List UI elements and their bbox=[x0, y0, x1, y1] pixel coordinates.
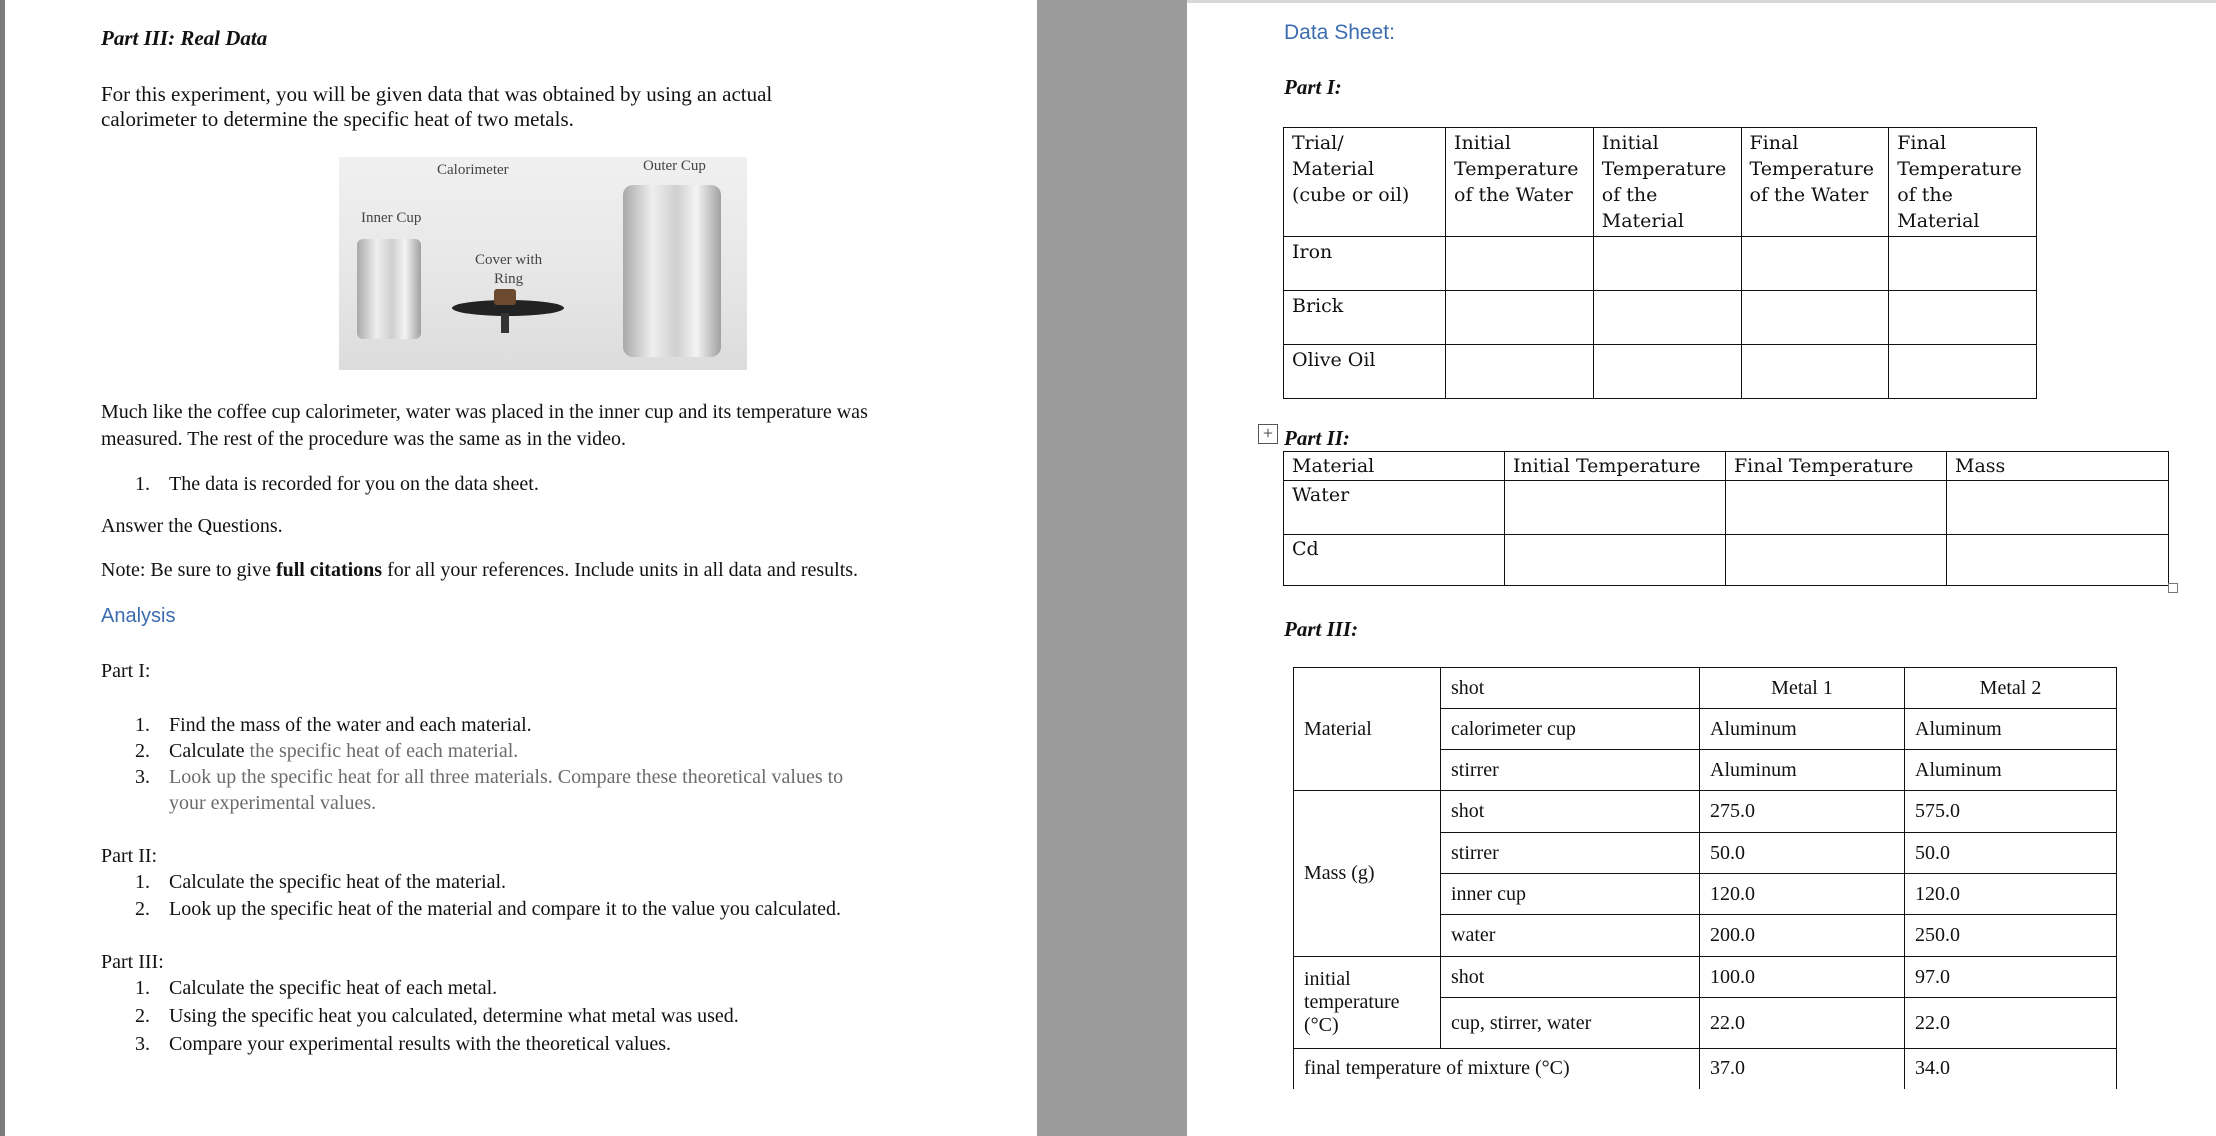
part1-item-a: Find the mass of the water and each material. bbox=[169, 714, 532, 736]
part3-label: Part III: bbox=[101, 951, 164, 973]
metal1-cell: 22.0 bbox=[1700, 998, 1905, 1049]
table-header-row bbox=[1284, 452, 2169, 481]
header-initial-temperature[interactable]: Initial Temperature bbox=[1505, 452, 1726, 481]
header-text: of the Water bbox=[1749, 184, 1869, 206]
metal2-cell: 250.0 bbox=[1905, 915, 2117, 957]
inner-cup-image bbox=[357, 239, 421, 339]
metal1-cell: 100.0 bbox=[1700, 957, 1905, 998]
metal1-cell: 37.0 bbox=[1700, 1049, 1905, 1089]
header-text: Initial bbox=[1454, 132, 1511, 154]
header-final-temp-material[interactable] bbox=[1889, 128, 2037, 237]
note-suffix: for all your references. Include units in all data and results. bbox=[382, 559, 859, 581]
table-cell[interactable] bbox=[1726, 535, 1947, 586]
metal1-cell: Aluminum bbox=[1700, 750, 1905, 791]
metal2-cell: Aluminum bbox=[1905, 750, 2117, 791]
table-resize-handle-icon[interactable] bbox=[2168, 583, 2178, 593]
row-label-cd[interactable]: Cd bbox=[1284, 535, 1505, 586]
header-initial-temp-material[interactable] bbox=[1593, 128, 1741, 237]
metal2-header: Metal 2 bbox=[1905, 668, 2117, 709]
header-text: Final bbox=[1749, 132, 1799, 154]
table-cell[interactable] bbox=[1947, 481, 2169, 535]
note-prefix: Note: Be sure to give bbox=[101, 559, 276, 581]
header-text: Material bbox=[1897, 210, 1980, 232]
part3-title: Part III: bbox=[1284, 617, 1359, 641]
document-page-left bbox=[5, 0, 1037, 1136]
table-cell[interactable] bbox=[1889, 237, 2037, 291]
step-text: The data is recorded for you on the data sheet. bbox=[169, 473, 539, 495]
table-row bbox=[1284, 291, 2037, 345]
document-page-right bbox=[1187, 0, 2216, 1136]
group-text: temperature bbox=[1304, 991, 1400, 1013]
part1-item-b: Look up the specific heat for all three materials. Compare these theoretical values to bbox=[169, 766, 844, 788]
item-cell: shot bbox=[1441, 791, 1700, 833]
table-row bbox=[1284, 481, 2169, 535]
part2-title: Part II: bbox=[1284, 426, 1350, 450]
step-number: 1. bbox=[135, 473, 150, 495]
part1-label: Part I: bbox=[101, 660, 151, 682]
header-text: of the Water bbox=[1454, 184, 1573, 206]
item-cell: shot bbox=[1441, 957, 1700, 998]
metal2-cell: 22.0 bbox=[1905, 998, 2117, 1049]
item-cell: stirrer bbox=[1441, 750, 1700, 791]
metal2-cell: 34.0 bbox=[1905, 1049, 2117, 1089]
part2-label: Part II: bbox=[101, 845, 158, 867]
table-cell[interactable] bbox=[1593, 237, 1741, 291]
part1-item-text bbox=[169, 766, 843, 789]
part3-item-text: Calculate the specific heat of each metal. bbox=[169, 977, 498, 999]
part3-item-text: Compare your experimental results with the theoretical values. bbox=[169, 1033, 672, 1055]
table-cell[interactable] bbox=[1505, 535, 1726, 586]
label-cover-line2: Ring bbox=[493, 271, 524, 287]
part1-item-text bbox=[169, 740, 518, 763]
item-cell: cup, stirrer, water bbox=[1441, 998, 1700, 1049]
part1-item-num: 1. bbox=[135, 714, 150, 736]
part1-item-a: Calculate bbox=[169, 740, 250, 762]
row-label-water[interactable]: Water bbox=[1284, 481, 1505, 535]
header-trial-material[interactable] bbox=[1284, 128, 1446, 237]
label-cover-line1: Cover with bbox=[475, 252, 543, 268]
group-mass: Mass (g) bbox=[1294, 791, 1441, 957]
item-cell: stirrer bbox=[1441, 833, 1700, 874]
label-calorimeter: Calorimeter bbox=[437, 162, 509, 178]
header-final-temp-water[interactable] bbox=[1741, 128, 1889, 237]
part1-item-b: your experimental values. bbox=[169, 792, 377, 814]
cover-stem-image bbox=[501, 313, 509, 333]
header-text: (cube or oil) bbox=[1292, 184, 1410, 206]
analysis-heading: Analysis bbox=[101, 605, 176, 627]
label-inner-cup: Inner Cup bbox=[361, 210, 422, 226]
item-cell: calorimeter cup bbox=[1441, 709, 1700, 750]
part3-item-num: 3. bbox=[135, 1033, 150, 1055]
table-row bbox=[1294, 791, 2117, 833]
part2-item-text: Calculate the specific heat of the material. bbox=[169, 871, 507, 893]
header-text: Temperature bbox=[1897, 158, 2022, 180]
part1-table bbox=[1283, 127, 2037, 399]
table-cell[interactable] bbox=[1889, 345, 2037, 399]
row-label-iron[interactable]: Iron bbox=[1284, 237, 1446, 291]
part3-item-num: 1. bbox=[135, 977, 150, 999]
intro-line-1: For this experiment, you will be given data that was obtained by using an actual bbox=[101, 82, 773, 106]
calorimeter-photo bbox=[339, 157, 747, 370]
header-material[interactable]: Material bbox=[1284, 452, 1505, 481]
part1-item-num: 3. bbox=[135, 766, 150, 788]
header-text: Material bbox=[1292, 158, 1375, 180]
table-cell[interactable] bbox=[1741, 291, 1889, 345]
metal1-cell: 50.0 bbox=[1700, 833, 1905, 874]
row-label-olive-oil[interactable]: Olive Oil bbox=[1284, 345, 1446, 399]
part1-title: Part I: bbox=[1284, 75, 1342, 99]
metal2-cell: 97.0 bbox=[1905, 957, 2117, 998]
table-cell[interactable] bbox=[1446, 237, 1594, 291]
table-cell[interactable] bbox=[1741, 237, 1889, 291]
metal2-cell: Aluminum bbox=[1905, 709, 2117, 750]
part1-item-b: the specific heat of each material. bbox=[249, 740, 519, 762]
part1-item-text bbox=[169, 714, 532, 737]
item-cell: inner cup bbox=[1441, 874, 1700, 915]
header-text: Temperature bbox=[1749, 158, 1874, 180]
table-row bbox=[1284, 535, 2169, 586]
group-material: Material bbox=[1294, 668, 1441, 791]
metal2-cell: 120.0 bbox=[1905, 874, 2117, 915]
group-text: (°C) bbox=[1304, 1014, 1339, 1036]
page-heading: Part III: Real Data bbox=[101, 26, 268, 50]
header-initial-temp-water[interactable] bbox=[1446, 128, 1594, 237]
group-initial-temperature bbox=[1294, 957, 1441, 1049]
header-text: Final bbox=[1897, 132, 1947, 154]
part2-table bbox=[1283, 451, 2169, 586]
part2-item-text: Look up the specific heat of the material and compare it to the value you calculated. bbox=[169, 898, 841, 920]
part2-item-num: 2. bbox=[135, 898, 150, 920]
header-text: of the bbox=[1601, 184, 1658, 206]
header-text: Trial/ bbox=[1292, 132, 1344, 154]
table-cell[interactable] bbox=[1741, 345, 1889, 399]
table-row bbox=[1294, 668, 2117, 709]
table-header-row bbox=[1284, 128, 2037, 237]
part1-item-num: 2. bbox=[135, 740, 150, 762]
header-text: Temperature bbox=[1601, 158, 1727, 180]
metal1-cell: 120.0 bbox=[1700, 874, 1905, 915]
part2-item-num: 1. bbox=[135, 871, 150, 893]
table-cell[interactable] bbox=[1593, 345, 1741, 399]
header-text: Temperature bbox=[1454, 158, 1579, 180]
part3-table bbox=[1293, 667, 2117, 1089]
header-text: of the bbox=[1897, 184, 1953, 206]
table-cell[interactable] bbox=[1726, 481, 1947, 535]
item-cell: shot bbox=[1441, 668, 1700, 709]
note-bold: full citations bbox=[275, 559, 383, 581]
table-row bbox=[1284, 345, 2037, 399]
table-move-handle-icon[interactable]: + bbox=[1258, 424, 1278, 444]
intro-line-2: calorimeter to determine the specific heat of two metals. bbox=[101, 107, 574, 131]
table-cell[interactable] bbox=[1505, 481, 1726, 535]
table-cell[interactable] bbox=[1947, 535, 2169, 586]
table-row bbox=[1294, 957, 2117, 998]
metal1-header: Metal 1 bbox=[1700, 668, 1905, 709]
table-cell[interactable] bbox=[1446, 291, 1594, 345]
header-final-temperature[interactable]: Final Temperature bbox=[1726, 452, 1947, 481]
header-text: Initial bbox=[1601, 132, 1659, 154]
header-mass[interactable]: Mass bbox=[1947, 452, 2169, 481]
item-cell: water bbox=[1441, 915, 1700, 957]
para-line-2: measured. The rest of the procedure was the same as in the video. bbox=[101, 428, 626, 450]
outer-cup-image bbox=[623, 185, 721, 357]
table-row bbox=[1284, 237, 2037, 291]
data-sheet-heading: Data Sheet: bbox=[1284, 21, 1395, 44]
table-cell[interactable] bbox=[1593, 291, 1741, 345]
metal1-cell: 200.0 bbox=[1700, 915, 1905, 957]
table-row bbox=[1294, 1049, 2117, 1089]
row-label-brick[interactable]: Brick bbox=[1284, 291, 1446, 345]
answer-line: Answer the Questions. bbox=[101, 515, 283, 537]
header-text: Material bbox=[1601, 210, 1684, 232]
final-temperature-label: final temperature of mixture (°C) bbox=[1294, 1049, 1700, 1089]
group-text: initial bbox=[1304, 968, 1351, 990]
label-cover bbox=[475, 251, 542, 289]
para-line-1: Much like the coffee cup calorimeter, water was placed in the inner cup and its temperature was bbox=[101, 401, 868, 423]
part1-item-text bbox=[169, 792, 376, 815]
table-cell[interactable] bbox=[1446, 345, 1594, 399]
note-line bbox=[101, 559, 858, 582]
metal2-cell: 575.0 bbox=[1905, 791, 2117, 833]
label-outer-cup: Outer Cup bbox=[643, 158, 706, 174]
part3-item-num: 2. bbox=[135, 1005, 150, 1027]
cover-ring-image bbox=[494, 289, 516, 305]
table-cell[interactable] bbox=[1889, 291, 2037, 345]
metal2-cell: 50.0 bbox=[1905, 833, 2117, 874]
metal1-cell: Aluminum bbox=[1700, 709, 1905, 750]
part3-item-text: Using the specific heat you calculated, determine what metal was used. bbox=[169, 1005, 739, 1027]
metal1-cell: 275.0 bbox=[1700, 791, 1905, 833]
